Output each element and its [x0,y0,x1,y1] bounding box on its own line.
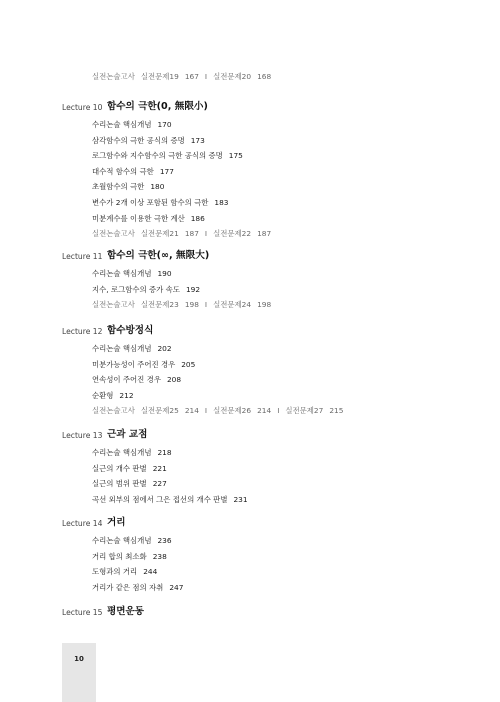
toc-entry [92,567,157,577]
practice-page: 187 [184,229,199,239]
toc-entry-title: 연속성이 주어진 경우 [92,375,161,385]
lecture-tag: Lecture 10 [62,103,103,112]
toc-entry [92,198,229,208]
toc-entry-title: 도형과의 거리 [92,567,138,577]
practice-page: 214 [184,406,199,416]
page-number-box [62,643,96,702]
practice-item: 실전문제27 [285,406,324,416]
toc-entry-title: 거리가 같은 점의 자취 [92,582,164,592]
practice-item: 실전논술고사 [92,229,135,239]
toc-entry-page: 236 [157,536,172,545]
toc-entry [92,360,195,370]
toc-entry-page: 177 [159,166,174,176]
lecture-tag: Lecture 13 [62,431,103,440]
practice-page: 214 [257,406,272,416]
toc-entry [92,120,172,130]
toc-entry-title: 실근의 범위 판별 [92,479,147,489]
toc-entry-page: 247 [169,582,184,592]
page-number: 10 [74,655,84,663]
toc-entry-page: 238 [152,551,167,561]
toc-entry-page: 175 [228,151,243,161]
toc-entry-title: 초월함수의 극한 [92,182,145,192]
toc-entry [92,136,205,146]
toc-entry [92,479,167,489]
toc-entry-page: 244 [143,567,158,577]
toc-entry-page: 186 [190,213,205,223]
separator: I [204,406,208,416]
practice-page: 167 [184,72,199,81]
practice-item: 실전문제23 [140,300,179,310]
lecture-title: 근과 교점 [107,429,148,440]
practice-page: 187 [257,229,272,239]
toc-entry-page: 190 [157,269,172,278]
toc-entry-title: 지수, 로그함수의 증가 속도 [92,284,180,294]
toc-entry-page: 212 [119,390,134,400]
practice-item: 실전문제19 [140,72,179,81]
toc-entry [92,495,248,505]
practice-page: 168 [257,72,272,81]
toc-entry-title: 수리논술 핵심개념 [92,269,152,278]
toc-entry-title: 순환형 [92,390,114,400]
toc-entry-title: 수리논술 핵심개념 [92,120,152,129]
practice-item: 실전논술고사 [92,300,135,310]
toc-entry-title: 삼각함수의 극한 공식의 증명 [92,135,185,145]
toc-entry [92,536,172,546]
practice-line [92,229,271,239]
toc-entry-page: 218 [157,448,172,457]
toc-entry [92,344,172,354]
toc-entry [92,464,167,474]
toc-entry-page: 231 [233,494,248,504]
practice-item: 실전논술고사 [92,406,135,416]
toc-entry-page: 173 [190,135,205,145]
lecture-tag: Lecture 12 [62,327,103,336]
toc-entry-title: 미분계수를 이용한 극한 계산 [92,213,185,223]
toc-entry [92,552,167,562]
lecture-title: 평면운동 [107,606,145,617]
toc-entry-title: 로그함수와 지수함수의 극한 공식의 증명 [92,151,223,161]
toc-entry [92,214,205,224]
toc-entry [92,269,172,279]
separator: I [277,406,280,416]
lecture-tag: Lecture 11 [62,252,103,261]
practice-item: 실전문제21 [140,229,179,239]
practice-item: 실전논술고사 [92,72,135,81]
toc-entry-title: 변수가 2개 이상 포함된 함수의 극한 [92,198,209,207]
toc-entry-title: 거리 합의 최소화 [92,551,147,561]
toc-entry [92,448,172,458]
toc-entry-page: 208 [166,375,182,385]
lecture-tag: Lecture 15 [62,608,103,617]
toc-entry-title: 실근의 개수 판별 [92,463,147,473]
practice-item: 실전문제20 [213,72,252,81]
lecture-tag: Lecture 14 [62,519,103,528]
toc-entry-page: 202 [157,344,172,353]
lecture-title: 함수의 극한(0, 無限小) [107,101,208,112]
practice-item: 실전문제26 [213,406,252,416]
separator: I [204,72,208,81]
practice-page: 215 [329,406,344,416]
toc-entry [92,391,134,401]
toc-entry [92,182,164,192]
toc-entry-title: 대수적 함수의 극한 [92,166,154,176]
practice-page: 198 [184,300,199,310]
toc-entry-page: 183 [214,198,229,207]
practice-page: 198 [257,300,272,310]
toc-entry-page: 227 [152,479,167,489]
practice-line [92,300,271,310]
toc-entry-page: 170 [157,120,172,129]
practice-item: 실전문제25 [140,406,179,416]
lecture-title: 함수방정식 [107,325,154,336]
toc-entry-title: 수리논술 핵심개념 [92,448,152,457]
lecture-title: 거리 [107,517,126,528]
toc-entry-title: 곡선 외부의 점에서 그은 접선의 개수 판별 [92,494,228,504]
toc-entry [92,583,183,593]
toc-entry [92,375,181,385]
practice-item: 실전문제24 [213,300,252,310]
toc-entry-title: 수리논술 핵심개념 [92,536,152,545]
toc-entry-page: 192 [185,284,201,294]
practice-line [92,406,343,416]
separator: I [204,229,208,239]
toc-entry-title: 미분가능성이 주어진 경우 [92,359,176,369]
toc-entry [92,167,174,177]
toc-entry [92,285,200,295]
toc-entry [92,151,243,161]
toc-entry-page: 221 [152,463,167,473]
practice-item: 실전문제22 [213,229,252,239]
toc-entry-title: 수리논술 핵심개념 [92,344,152,353]
separator: I [204,300,208,310]
practice-line [92,72,271,82]
toc-entry-page: 180 [150,182,165,192]
lecture-title: 함수의 극한(∞, 無限大) [107,250,210,261]
toc-entry-page: 205 [181,359,196,369]
